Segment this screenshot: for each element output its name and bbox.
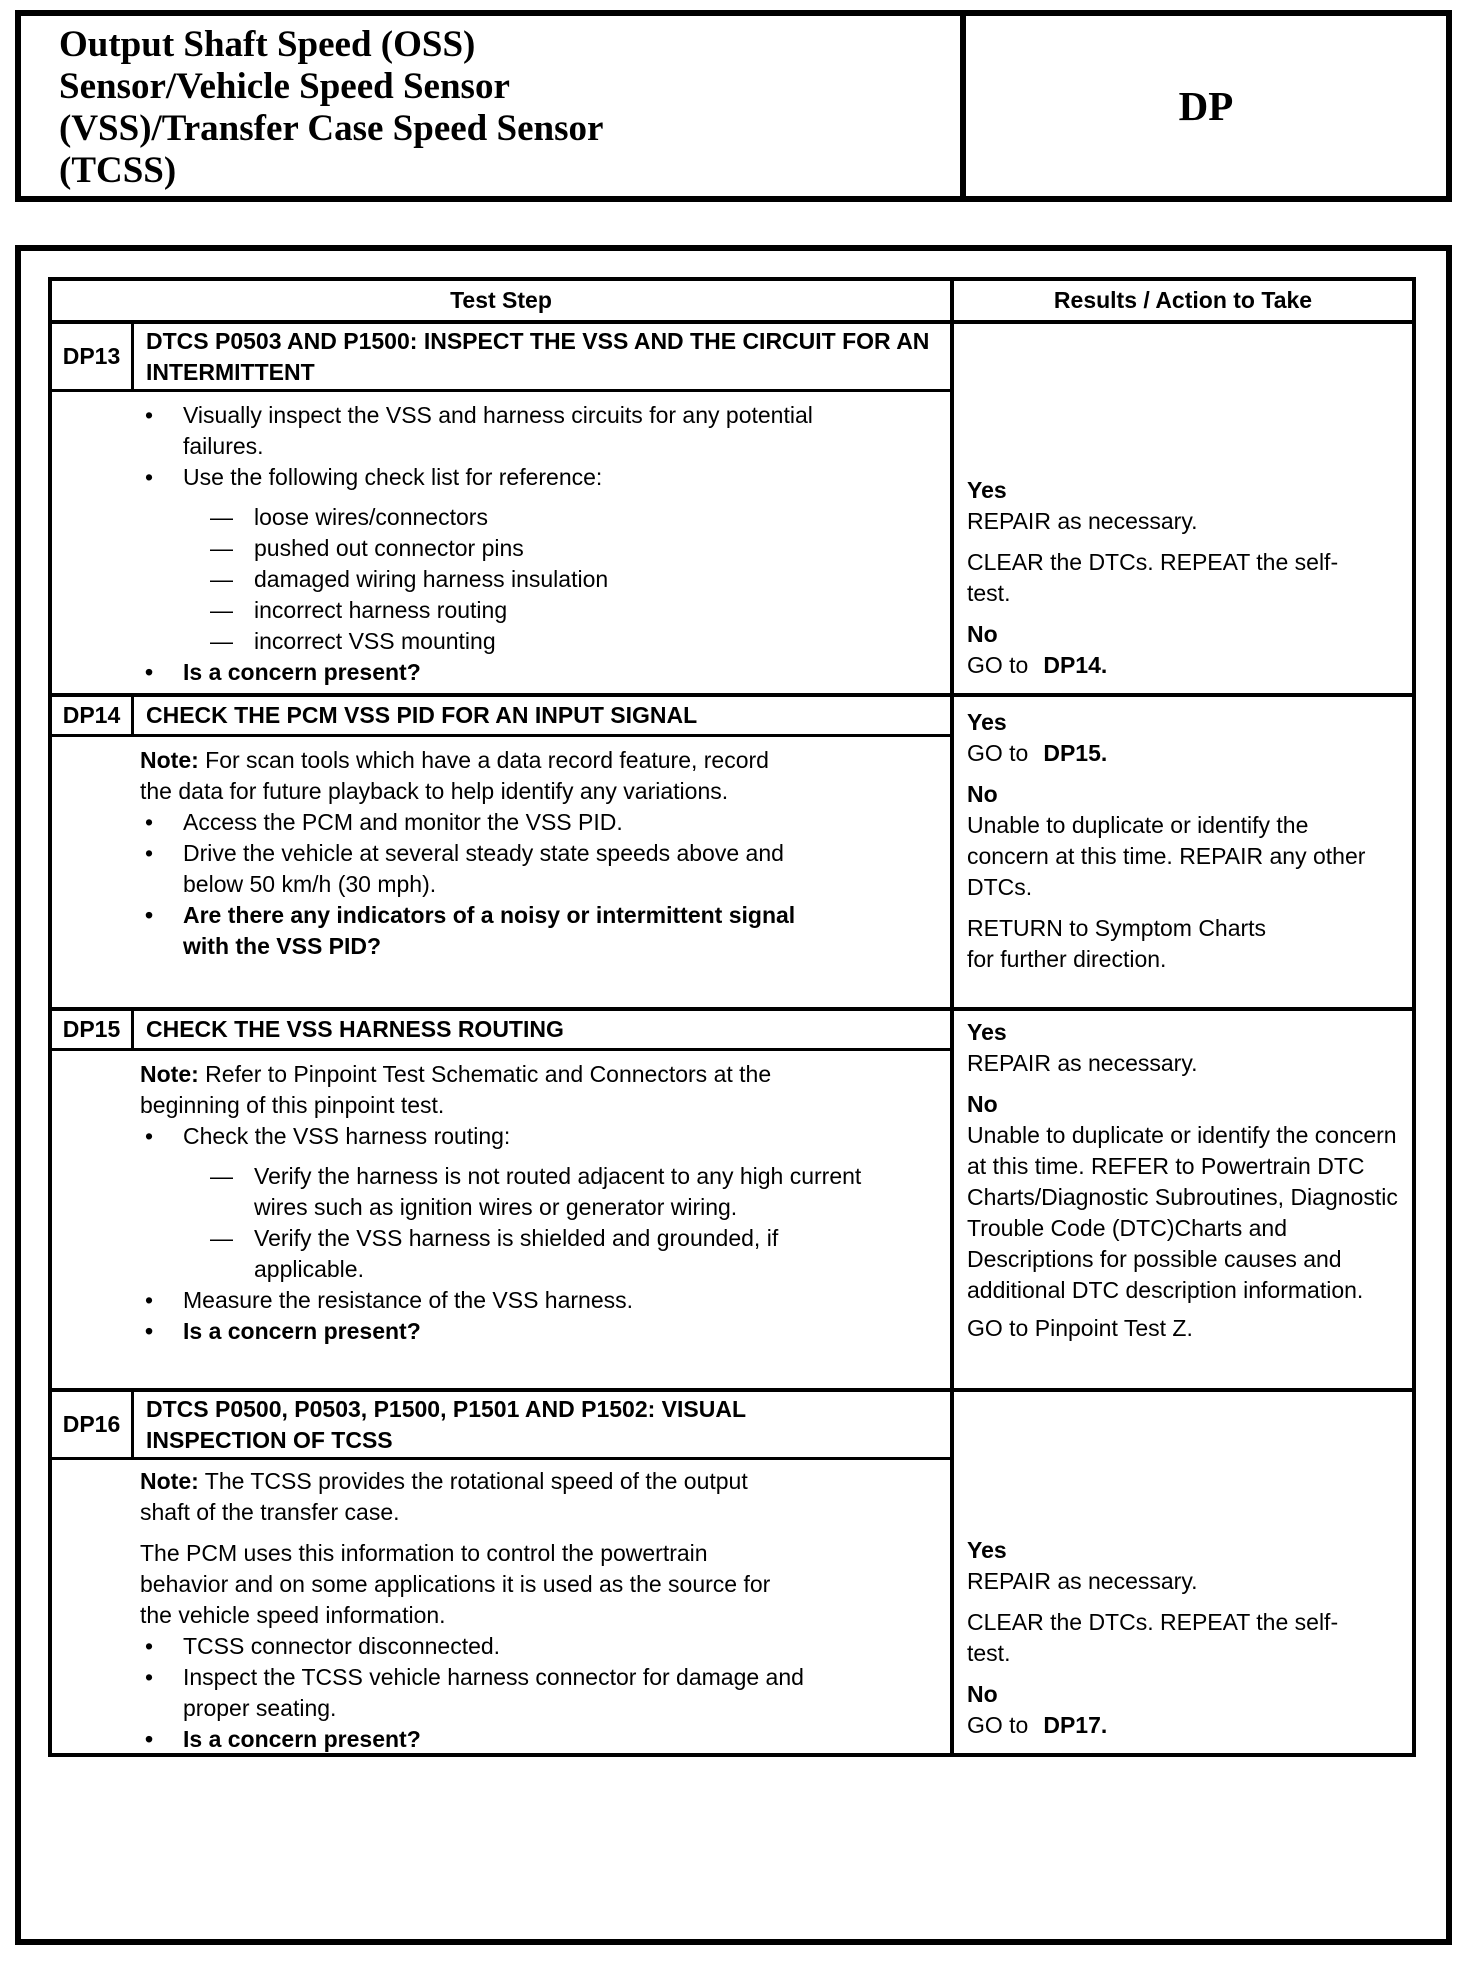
- pinpoint-test-table: [48, 277, 1416, 1757]
- bullet-icon: •: [145, 1633, 154, 1659]
- dash-icon: —: [210, 535, 233, 561]
- action-text: for further direction.: [967, 946, 1167, 972]
- bullet-icon: •: [145, 402, 154, 428]
- no-group: [967, 1679, 1404, 1741]
- action-text: RETURN to Symptom Charts: [967, 915, 1267, 941]
- dash-text: damaged wiring harness insulation: [254, 566, 609, 592]
- bullet-item: [140, 1631, 950, 1662]
- goto-prefix: GO to: [967, 1712, 1029, 1738]
- pinpoint-test-code: DP: [1178, 82, 1234, 129]
- bullet-icon: •: [145, 1726, 154, 1752]
- no-group: [967, 1089, 1404, 1306]
- step-title-text: DTCS P0503 AND P1500: INSPECT THE VSS AND THE CIRCUIT FOR AN INTERMITTENT: [146, 327, 930, 385]
- step-test-column: [52, 1011, 950, 1388]
- dash-text: incorrect harness routing: [254, 597, 508, 623]
- page-title-line: (TCSS): [59, 150, 177, 191]
- page-title-line: (VSS)/Transfer Case Speed Sensor: [59, 108, 604, 149]
- dash-icon: —: [210, 504, 233, 530]
- results-cell: [950, 697, 1412, 1007]
- action-text: Unable to duplicate or identify the concern at this time. REFER to Powertrain DTC Charts/Diagnostic Subroutines, Diagnostic Trouble Code (DTC)Charts and Descriptions for possible causes and additional DTC description information.: [967, 1122, 1398, 1303]
- no-group: [967, 619, 1404, 681]
- bullet-item: [140, 807, 950, 838]
- dash-text: incorrect VSS mounting: [254, 628, 496, 654]
- note-paragraph: [140, 745, 800, 807]
- note-label: Note:: [140, 1468, 199, 1494]
- step-body: [52, 1051, 950, 1388]
- step-title: [134, 1011, 950, 1048]
- dash-item: [140, 626, 950, 657]
- no-label: No: [967, 781, 998, 807]
- step-id-label: DP14: [52, 697, 134, 734]
- yes-group: [967, 475, 1404, 537]
- dash-item: [140, 533, 950, 564]
- dash-text: loose wires/connectors: [254, 504, 488, 530]
- dash-text: pushed out connector pins: [254, 535, 524, 561]
- dash-item: [140, 1223, 950, 1285]
- goto-prefix: GO to: [967, 652, 1029, 678]
- page-header: [15, 10, 1452, 202]
- body-paragraph: The PCM uses this information to control the powertrain behavior and on some applications it is used as the source for the vehicle speed information.: [140, 1540, 771, 1628]
- step-block-dp13: [52, 324, 1412, 693]
- yes-label: Yes: [967, 1537, 1007, 1563]
- no-label: No: [967, 1681, 998, 1707]
- bullet-icon: •: [145, 1287, 154, 1313]
- step-block-dp15: [52, 1007, 1412, 1388]
- dash-icon: —: [210, 597, 233, 623]
- action-text: CLEAR the DTCs. REPEAT the self-test.: [967, 549, 1339, 606]
- dash-icon: —: [210, 566, 233, 592]
- bullet-text: Visually inspect the VSS and harness circuits for any potential failures.: [183, 402, 813, 459]
- bullet-icon: •: [145, 840, 154, 866]
- note-text: Refer to Pinpoint Test Schematic and Connectors at the beginning of this pinpoint test.: [140, 1061, 772, 1118]
- bullet-icon: •: [145, 464, 154, 490]
- note-text: The TCSS provides the rotational speed of the output shaft of the transfer case.: [140, 1468, 748, 1525]
- note-text: For scan tools which have a data record feature, record the data for future playback to help identify any variations.: [140, 747, 769, 804]
- dash-icon: —: [210, 1163, 233, 1189]
- table-header-row: [52, 281, 1412, 324]
- step-title-row: [52, 324, 950, 392]
- action-text: REPAIR as necessary.: [967, 1568, 1198, 1594]
- note-label: Note:: [140, 1061, 199, 1087]
- yes-group: [967, 1535, 1404, 1597]
- page-title: [21, 16, 960, 196]
- bullet-item: [140, 838, 950, 900]
- question-item: [140, 1316, 950, 1347]
- question-text: Is a concern present?: [183, 1726, 421, 1752]
- yes-label: Yes: [967, 1019, 1007, 1045]
- dash-text: Verify the VSS harness is shielded and grounded, if applicable.: [254, 1225, 779, 1282]
- bullet-text: Use the following check list for reference:: [183, 464, 603, 490]
- step-title-text: DTCS P0500, P0503, P1500, P1501 AND P1502: VISUAL INSPECTION OF TCSS: [146, 1395, 746, 1453]
- return-group: [967, 913, 1404, 975]
- dash-item: [140, 502, 950, 533]
- step-body: [52, 737, 950, 1007]
- step-title-text: CHECK THE VSS HARNESS ROUTING: [146, 1016, 564, 1042]
- yes-group: [967, 707, 1404, 769]
- question-item: [140, 657, 950, 688]
- question-text: Are there any indicators of a noisy or intermittent signal with the VSS PID?: [183, 902, 796, 959]
- bullet-item: [140, 1121, 950, 1152]
- step-test-column: [52, 697, 950, 1007]
- goto-target: DP17.: [1043, 1712, 1108, 1738]
- bullet-text: Inspect the TCSS vehicle harness connector for damage and proper seating.: [183, 1664, 804, 1721]
- bullet-item: [140, 462, 950, 493]
- dash-item: [140, 1161, 950, 1223]
- no-group: [967, 779, 1404, 903]
- dash-item: [140, 564, 950, 595]
- step-title: [134, 324, 950, 389]
- action-text: CLEAR the DTCs. REPEAT the self-test.: [967, 1609, 1339, 1666]
- content-frame: [15, 245, 1452, 1945]
- step-body: [52, 1460, 950, 1753]
- question-item: [140, 1724, 950, 1753]
- dash-icon: —: [210, 628, 233, 654]
- bullet-text: TCSS connector disconnected.: [183, 1633, 501, 1659]
- step-body: [52, 392, 950, 693]
- action-text: REPAIR as necessary.: [967, 1050, 1198, 1076]
- step-id-label: DP16: [52, 1392, 134, 1457]
- step-id-label: DP15: [52, 1011, 134, 1048]
- action-text: REPAIR as necessary.: [967, 508, 1198, 534]
- question-item: [140, 900, 950, 962]
- note-label: Note:: [140, 747, 199, 773]
- note-paragraph: [140, 1059, 800, 1121]
- step-id-label: DP13: [52, 324, 134, 389]
- dash-item: [140, 595, 950, 626]
- bullet-item: [140, 1285, 950, 1316]
- results-cell: [950, 324, 1412, 693]
- bullet-text: Access the PCM and monitor the VSS PID.: [183, 809, 623, 835]
- bullet-item: [140, 400, 950, 462]
- bullet-icon: •: [145, 1664, 154, 1690]
- pinpoint-test-code-cell: [960, 16, 1446, 196]
- goto-target: DP15.: [1043, 740, 1108, 766]
- bullet-icon: •: [145, 659, 154, 685]
- step-title-row: [52, 697, 950, 737]
- results-column-header: Results / Action to Take: [950, 281, 1412, 320]
- step-block-dp14: [52, 693, 1412, 1007]
- action-text: Unable to duplicate or identify the concern at this time. REPAIR any other DTCs.: [967, 812, 1366, 900]
- goto-text: [967, 650, 1377, 681]
- goto-text: [967, 738, 1377, 769]
- action-group: [967, 547, 1404, 609]
- bullet-icon: •: [145, 809, 154, 835]
- step-title-row: [52, 1011, 950, 1051]
- goto-group: [967, 1313, 1404, 1344]
- checklist: [140, 1161, 950, 1285]
- results-cell: [950, 1011, 1412, 1388]
- yes-label: Yes: [967, 477, 1007, 503]
- question-text: Is a concern present?: [183, 1318, 421, 1344]
- dash-text: Verify the harness is not routed adjacent to any high current wires such as ignition wires or generator wiring.: [254, 1163, 862, 1220]
- checklist: [140, 502, 950, 657]
- bullet-icon: •: [145, 1318, 154, 1344]
- question-text: Is a concern present?: [183, 659, 421, 685]
- page-title-line: Sensor/Vehicle Speed Sensor: [59, 66, 510, 107]
- bullet-text: Measure the resistance of the VSS harness.: [183, 1287, 634, 1313]
- step-title: [134, 1392, 950, 1457]
- page-title-line: Output Shaft Speed (OSS): [59, 24, 476, 65]
- step-block-dp16: [52, 1388, 1412, 1753]
- bullet-icon: •: [145, 1123, 154, 1149]
- bullet-icon: •: [145, 902, 154, 928]
- goto-prefix: GO to: [967, 740, 1029, 766]
- bullet-item: [140, 1662, 950, 1724]
- no-label: No: [967, 1091, 998, 1117]
- yes-label: Yes: [967, 709, 1007, 735]
- dash-icon: —: [210, 1225, 233, 1251]
- goto-target: DP14.: [1043, 652, 1108, 678]
- results-cell: [950, 1392, 1412, 1753]
- action-group: [967, 1607, 1404, 1669]
- step-title-row: [52, 1392, 950, 1460]
- goto-text: GO to Pinpoint Test Z.: [967, 1315, 1193, 1341]
- step-title: [134, 697, 950, 734]
- note-paragraph: [140, 1466, 800, 1528]
- test-step-column-header: Test Step: [450, 287, 552, 313]
- bullet-text: Drive the vehicle at several steady state speeds above and below 50 km/h (30 mph).: [183, 840, 784, 897]
- bullet-text: Check the VSS harness routing:: [183, 1123, 511, 1149]
- step-test-column: [52, 1392, 950, 1753]
- yes-group: [967, 1017, 1404, 1079]
- no-label: No: [967, 621, 998, 647]
- goto-text: [967, 1710, 1377, 1741]
- step-test-column: [52, 324, 950, 693]
- step-title-text: CHECK THE PCM VSS PID FOR AN INPUT SIGNAL: [146, 702, 698, 728]
